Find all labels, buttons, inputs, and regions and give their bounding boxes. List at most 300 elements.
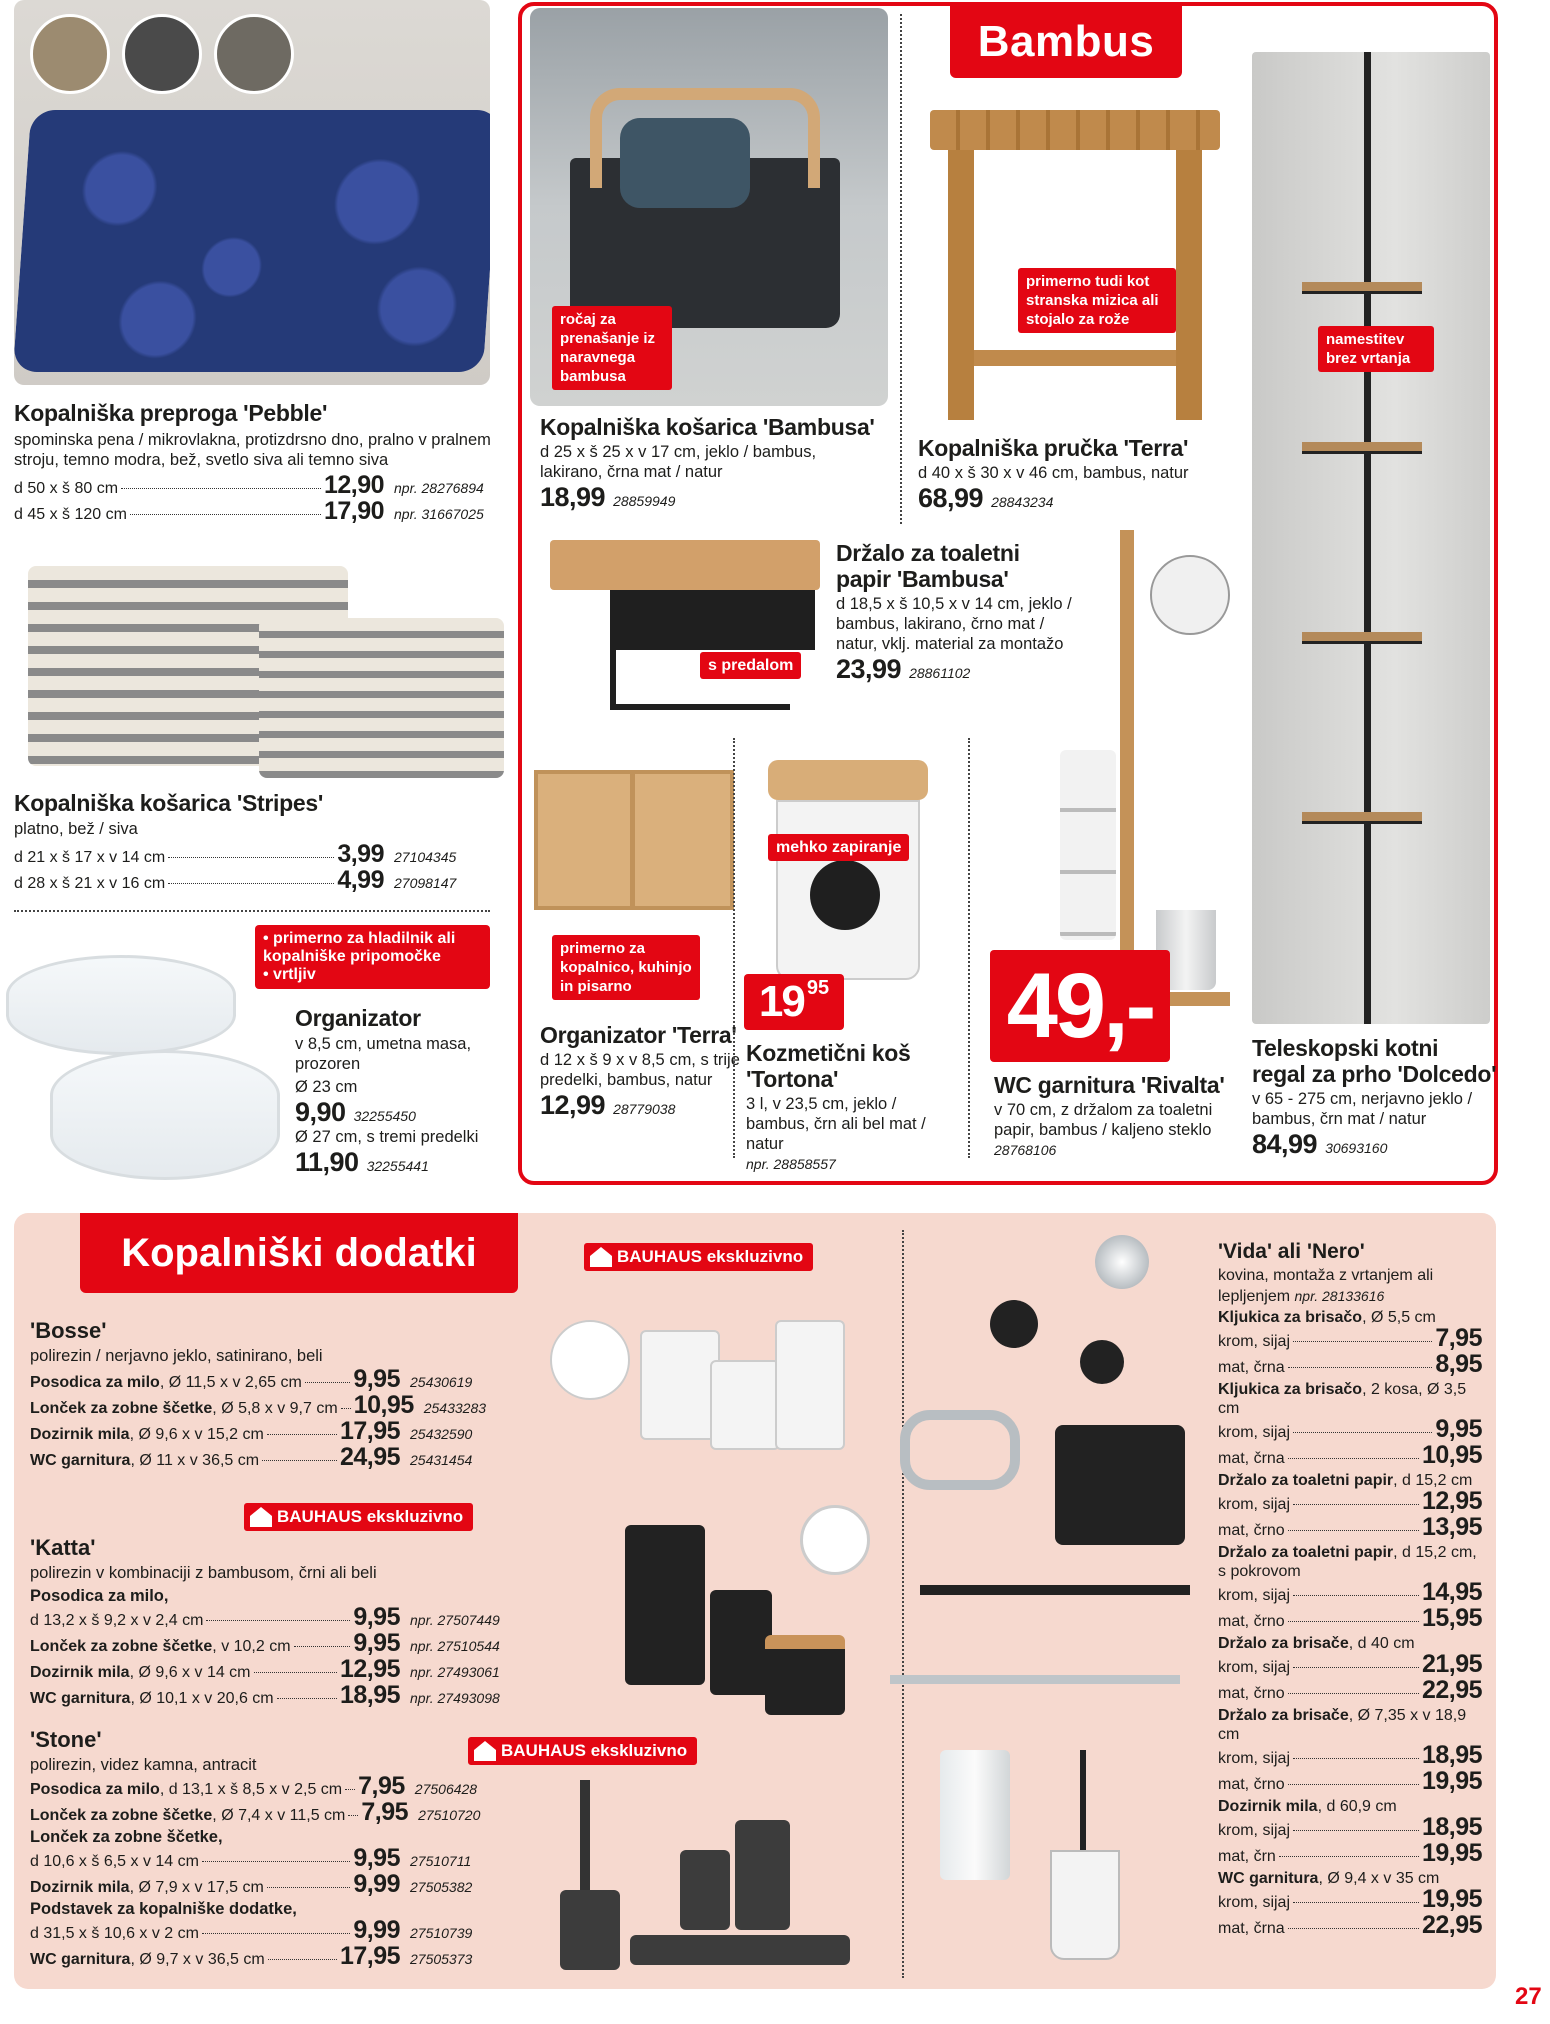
price-row	[30, 1916, 510, 1945]
vida-price-row	[1218, 1839, 1482, 1868]
organizator-size1: Ø 23 cm	[295, 1078, 358, 1096]
vida-group-head-rest: , Ø 5,5 cm	[1362, 1309, 1436, 1326]
bambusa-basket-title: Kopalniška košarica 'Bambusa'	[540, 414, 875, 440]
vida-price-row	[1218, 1604, 1482, 1633]
terra-stool-price: 68,99	[918, 483, 984, 513]
tortona-title: Kozmetični koš 'Tortona'	[746, 1040, 911, 1092]
dolcedo-block	[1252, 1035, 1497, 1159]
row-label-rest: , Ø 9,7 x v 36,5 cm	[130, 1951, 265, 1968]
bosse-cup-2	[710, 1360, 780, 1450]
row-code: npr. 28276894	[394, 480, 484, 496]
dot-leader	[1293, 1432, 1432, 1433]
dot-leader	[341, 1408, 351, 1409]
dot-leader	[268, 1959, 337, 1960]
bosse-block	[30, 1318, 510, 1472]
stripes-prices	[14, 840, 494, 895]
dot-leader	[1288, 1621, 1419, 1622]
organizator-code1: 32255450	[353, 1108, 416, 1124]
row-price: 9,99	[353, 1870, 400, 1898]
dolcedo-title: Teleskopski kotni regal za prho 'Dolcedo'	[1252, 1035, 1497, 1087]
terra-stool-code: 28843234	[991, 494, 1054, 510]
rivalta-pole	[1120, 530, 1134, 1000]
stone-desc: polirezin, videz kamna, antracit	[30, 1756, 257, 1774]
telescopic-pole	[1364, 52, 1371, 1024]
dot-leader	[267, 1887, 350, 1888]
dot-leader	[1288, 1928, 1419, 1929]
row-code: 27098147	[394, 875, 457, 891]
row-price: 13,95	[1421, 1513, 1482, 1541]
tortona-logo	[810, 860, 880, 930]
row-price: 9,99	[353, 1916, 400, 1944]
row-price: 12,95	[339, 1655, 400, 1683]
row-label: krom, sijaj	[1218, 1587, 1291, 1604]
row-price: 9,95	[353, 1629, 400, 1657]
towel-image	[620, 118, 750, 208]
katta-white-jar	[800, 1505, 870, 1575]
dot-leader	[1288, 1784, 1419, 1785]
swatch-beige[interactable]	[30, 14, 110, 94]
terra-stool-price-row	[918, 483, 1238, 513]
row-code: 25433283	[423, 1400, 487, 1416]
row-label: d 50 x š 80 cm	[14, 480, 119, 497]
dot-leader	[294, 1646, 351, 1647]
blue-mat-image	[14, 110, 490, 372]
bambusa-basket-code: 28859949	[613, 493, 676, 509]
price-row	[14, 471, 494, 500]
dot-leader	[1293, 1341, 1432, 1342]
vida-group-head	[1218, 1706, 1482, 1744]
row-price: 14,95	[1421, 1578, 1482, 1606]
row-label	[30, 1423, 264, 1446]
vida-group-head	[1218, 1380, 1482, 1418]
row-label-rest: , v 10,2 cm	[212, 1638, 291, 1655]
rivalta-desc	[994, 1100, 1234, 1160]
row-label: krom, sijaj	[1218, 1333, 1291, 1350]
dolcedo-code: 30693160	[1325, 1140, 1388, 1156]
tp-bambusa-block	[836, 540, 1076, 684]
tp-bambusa-price: 23,99	[836, 654, 902, 684]
exclusive-label: BAUHAUS ekskluzivno	[501, 1741, 688, 1760]
vida-price-row	[1218, 1911, 1482, 1940]
price-row	[14, 840, 494, 869]
price-row	[30, 1844, 510, 1873]
katta-cup	[625, 1525, 705, 1685]
stone-title: 'Stone'	[30, 1727, 102, 1752]
vida-code: npr. 28133616	[1294, 1288, 1385, 1304]
row-label-bold: WC garnitura	[30, 1452, 131, 1469]
row-price: 18,95	[339, 1681, 400, 1709]
divider	[733, 738, 735, 1158]
dot-leader	[267, 1434, 337, 1435]
row-label	[30, 1687, 274, 1710]
rivalta-title: WC garnitura 'Rivalta'	[994, 1072, 1225, 1098]
row-label: krom, sijaj	[1218, 1750, 1291, 1767]
tp-shelf	[550, 540, 820, 590]
vida-group-head-rest: , 2 kosa, Ø 3,5 cm	[1218, 1381, 1467, 1417]
divider	[900, 14, 902, 524]
stool-leg-left	[948, 150, 974, 420]
towel-ring-chrome	[900, 1410, 1020, 1490]
row-price: 22,95	[1421, 1911, 1482, 1939]
terra-stool-tag: primerno tudi kot stranska mizica ali stojalo za rože	[1018, 268, 1176, 333]
terra-stool-title: Kopalniška pručka 'Terra'	[918, 435, 1189, 461]
katta-dispenser	[710, 1590, 772, 1695]
row-label-rest: , Ø 9,6 x v 14 cm	[129, 1664, 251, 1681]
tp-bambusa-price-row	[836, 654, 1076, 684]
row-label	[30, 1948, 265, 1971]
price-row	[30, 1681, 510, 1710]
row-code: 27510711	[410, 1853, 472, 1869]
row-price: 19,95	[1421, 1885, 1482, 1913]
row-code: npr. 27493098	[410, 1690, 500, 1706]
vida-price-row	[1218, 1767, 1482, 1796]
katta-head: Posodica za milo,	[30, 1587, 169, 1605]
glass-organizer-image-2	[50, 1050, 280, 1180]
price-row	[30, 1798, 510, 1827]
vida-prices	[1218, 1308, 1482, 1940]
towel-hook-chrome	[1095, 1235, 1149, 1289]
organizator-code2: 32255441	[366, 1158, 429, 1174]
row-code: 25432590	[410, 1426, 473, 1442]
divider	[14, 910, 490, 912]
vida-group-head-bold: Dozirnik mila	[1218, 1798, 1318, 1815]
bambusa-basket-block	[540, 414, 880, 512]
row-label-bold: WC garnitura	[30, 1690, 131, 1707]
row-code: 27104345	[394, 849, 457, 865]
dolcedo-photo	[1252, 52, 1490, 1024]
bambusa-basket-price: 18,99	[540, 482, 606, 512]
row-label: krom, sijaj	[1218, 1659, 1291, 1676]
pebble-mat-photo	[14, 0, 490, 385]
row-code: 27506428	[414, 1781, 478, 1797]
tp-drawer	[610, 590, 815, 650]
row-price: 12,95	[1421, 1487, 1482, 1515]
row-label-rest: , d 13,1 x š 8,5 x v 2,5 cm	[159, 1781, 343, 1798]
tortona-lid	[768, 760, 928, 800]
tortona-price-int: 19	[758, 977, 804, 1026]
exclusive-badge	[584, 1243, 813, 1271]
row-label-rest: , Ø 5,8 x v 9,7 cm	[212, 1400, 338, 1417]
terra-org-tag: primerno za kopalnico, kuhinjo in pisarno	[552, 935, 700, 1000]
price-row	[30, 1942, 510, 1971]
organizator-title: Organizator	[295, 1005, 421, 1031]
row-label	[30, 1661, 251, 1684]
bambus-banner: Bambus	[950, 6, 1182, 78]
row-label	[30, 1449, 259, 1472]
row-label-bold: Posodica za milo	[30, 1374, 160, 1391]
row-label-rest: , Ø 7,9 x v 17,5 cm	[129, 1879, 264, 1896]
organizator-desc: v 8,5 cm, umetna masa, prozoren	[295, 1035, 472, 1073]
price-row	[30, 1365, 510, 1394]
dot-leader	[121, 488, 321, 489]
row-code: 27505382	[410, 1879, 473, 1895]
row-label: krom, sijaj	[1218, 1894, 1291, 1911]
tortona-desc: 3 l, v 23,5 cm, jeklo / bambus, črn ali bel mat / natur	[746, 1095, 926, 1153]
dot-leader	[1293, 1595, 1419, 1596]
row-price: 8,95	[1435, 1350, 1482, 1378]
price-row	[14, 497, 494, 526]
dot-leader	[1288, 1693, 1419, 1694]
terra-org-desc: d 12 x š 9 x v 8,5 cm, s trije predelki, bambus, natur	[540, 1051, 740, 1089]
bosse-cup-1	[640, 1330, 720, 1440]
row-label	[30, 1876, 264, 1899]
organizator-badge-line1: • primerno za hladilnik ali kopalniške pripomočke	[263, 930, 456, 965]
stone-head2: Lonček za zobne ščetke,	[30, 1828, 223, 1846]
row-label-rest: d 31,5 x š 10,6 x v 2 cm	[30, 1925, 199, 1942]
towel-hook-black	[990, 1300, 1038, 1348]
row-label: mat, črn	[1218, 1848, 1276, 1865]
vida-products-image	[880, 1230, 1210, 1975]
katta-jar	[765, 1635, 845, 1715]
katta-block	[30, 1535, 510, 1710]
vida-group-head	[1218, 1543, 1482, 1581]
row-label-bold: Dozirnik mila	[30, 1664, 130, 1681]
dolcedo-price: 84,99	[1252, 1129, 1318, 1159]
row-label: krom, sijaj	[1218, 1496, 1291, 1513]
dot-leader	[277, 1698, 337, 1699]
row-price: 15,95	[1421, 1604, 1482, 1632]
price-row	[30, 1772, 510, 1801]
stone-prices-2	[30, 1844, 510, 1899]
swatch-dark-grey[interactable]	[122, 14, 202, 94]
stone-holder	[560, 1890, 620, 1970]
row-label	[30, 1778, 342, 1801]
row-label	[30, 1922, 199, 1945]
tortona-tag: mehko zapiranje	[768, 834, 909, 861]
row-label	[30, 1609, 203, 1632]
stone-prices-3	[30, 1916, 510, 1971]
row-price: 7,95	[361, 1798, 409, 1826]
row-label: mat, črna	[1218, 1920, 1285, 1937]
stripes-title: Kopalniška košarica 'Stripes'	[14, 790, 324, 816]
pebble-prices	[14, 471, 494, 526]
rivalta-block	[994, 1072, 1234, 1160]
row-price: 3,99	[337, 840, 384, 868]
swatch-grey[interactable]	[214, 14, 294, 94]
row-price: 21,95	[1421, 1650, 1482, 1678]
row-code: 27510739	[410, 1925, 473, 1941]
price-row	[30, 1603, 510, 1632]
tortona-price-dec: 95	[806, 977, 830, 999]
row-label-rest: , Ø 11,5 x v 2,65 cm	[159, 1374, 302, 1391]
stone-tray	[630, 1935, 850, 1965]
dot-leader	[1293, 1758, 1419, 1759]
row-label: krom, sijaj	[1218, 1822, 1291, 1839]
divider	[968, 738, 970, 1158]
rivalta-spare-rolls	[1060, 750, 1116, 940]
glass-organizer-image	[6, 955, 236, 1055]
dot-leader	[305, 1382, 351, 1383]
stripes-basket-small	[259, 618, 504, 778]
dot-leader	[1288, 1458, 1419, 1459]
pebble-desc: spominska pena / mikrovlakna, protizdrsno dno, pralno v pralnem stroju, temno modra, bež, svetlo siva ali temno siva	[14, 431, 491, 469]
row-label-bold: Lonček za zobne ščetke	[30, 1807, 213, 1824]
row-label-bold: Dozirnik mila	[30, 1426, 130, 1443]
row-code: 25430619	[410, 1374, 473, 1390]
row-label: mat, črna	[1218, 1359, 1285, 1376]
stone-brush	[580, 1780, 590, 1900]
row-price: 17,90	[323, 497, 384, 525]
stone-head3: Podstavek za kopalniške dodatke,	[30, 1900, 297, 1918]
row-label	[30, 1397, 338, 1420]
bambusa-basket-tag: ročaj za prenašanje iz naravnega bambusa	[552, 306, 672, 390]
terra-org-block	[540, 1022, 740, 1120]
row-code: 25431454	[410, 1452, 473, 1468]
terra-stool-desc: d 40 x š 30 x v 46 cm, bambus, natur	[918, 464, 1189, 482]
towel-bar-chrome	[890, 1675, 1180, 1684]
row-price: 19,95	[1421, 1839, 1482, 1867]
dot-leader	[206, 1620, 350, 1621]
stool-rail	[974, 350, 1176, 366]
bosse-brush	[550, 1320, 630, 1400]
row-label: mat, črno	[1218, 1522, 1285, 1539]
row-label-bold: Dozirnik mila	[30, 1879, 130, 1896]
pebble-title: Kopalniška preproga 'Pebble'	[14, 400, 328, 426]
bosse-desc: polirezin / nerjavno jeklo, satinirano, beli	[30, 1347, 323, 1365]
page-number: 27	[1515, 1983, 1542, 2010]
row-label-bold: Lonček za zobne ščetke	[30, 1400, 213, 1417]
row-price: 17,95	[339, 1942, 400, 1970]
organizator-badge	[255, 925, 490, 989]
dolcedo-desc: v 65 - 275 cm, nerjavno jeklo / bambus, črn mat / natur	[1252, 1090, 1473, 1128]
row-price: 17,95	[339, 1417, 400, 1445]
row-label	[30, 1804, 345, 1827]
stripes-block	[14, 790, 494, 895]
row-price: 12,90	[323, 471, 384, 499]
dot-leader	[254, 1672, 337, 1673]
stone-cup	[680, 1850, 730, 1930]
vida-group-head-bold: Držalo za brisače	[1218, 1707, 1349, 1724]
towel-hook-black-2	[1080, 1340, 1124, 1384]
price-row	[30, 1417, 510, 1446]
dot-leader	[262, 1460, 337, 1461]
price-row	[30, 1870, 510, 1899]
row-label-rest: , Ø 7,4 x v 11,5 cm	[212, 1807, 346, 1824]
tp-bambusa-code: 28861102	[909, 665, 971, 681]
stool-top	[930, 110, 1220, 150]
organizator-price1-row	[295, 1097, 495, 1127]
row-price: 4,99	[337, 866, 384, 894]
dot-leader	[130, 514, 321, 515]
tp-bambusa-image	[550, 540, 820, 720]
vida-group-head-bold: Kljukica za brisačo	[1218, 1309, 1363, 1326]
row-label: d 45 x š 120 cm	[14, 506, 127, 523]
soap-dispenser-chrome	[940, 1750, 1010, 1880]
vida-block	[1218, 1240, 1482, 1940]
bosse-title: 'Bosse'	[30, 1318, 107, 1343]
price-row	[14, 866, 494, 895]
tortona-block	[746, 1040, 961, 1174]
vida-group-head-rest: , d 60,9 cm	[1317, 1798, 1397, 1815]
organizator-badge-line2: • vrtljiv	[263, 966, 316, 983]
rivalta-image	[1060, 530, 1240, 1010]
dolcedo-tag: namestitev brez vrtanja	[1318, 326, 1434, 372]
dot-leader	[202, 1933, 350, 1934]
dot-leader	[348, 1815, 358, 1816]
stone-products-image	[560, 1770, 860, 1980]
katta-products-image	[520, 1495, 860, 1725]
row-price: 19,95	[1421, 1767, 1482, 1795]
dot-leader	[1288, 1367, 1433, 1368]
tp-bambusa-desc: d 18,5 x š 10,5 x v 14 cm, jeklo / bambus, lakirano, črno mat / natur, vklj. material za montažo	[836, 595, 1072, 653]
row-label: mat, črno	[1218, 1685, 1285, 1702]
stone-prices	[30, 1772, 510, 1827]
row-label: mat, črno	[1218, 1776, 1285, 1793]
stripes-desc: platno, bež / siva	[14, 820, 138, 838]
tortona-image	[768, 760, 928, 990]
row-label-bold: WC garnitura	[30, 1951, 131, 1968]
price-row	[30, 1629, 510, 1658]
terra-org-title: Organizator 'Terra'	[540, 1022, 737, 1048]
row-price: 9,95	[1435, 1415, 1482, 1443]
tortona-code: npr. 28858557	[746, 1156, 836, 1172]
exclusive-label: BAUHAUS ekskluzivno	[617, 1247, 804, 1266]
row-label: mat, črna	[1218, 1450, 1285, 1467]
vida-group-head-bold: Držalo za brisače	[1218, 1635, 1349, 1652]
row-price: 9,95	[353, 1844, 400, 1872]
dot-leader	[1293, 1902, 1419, 1903]
dot-leader	[1293, 1830, 1419, 1831]
row-label: mat, črno	[1218, 1613, 1285, 1630]
katta-prices	[30, 1603, 510, 1710]
row-price: 24,95	[339, 1443, 400, 1471]
bambusa-basket-desc: d 25 x š 25 x v 17 cm, jeklo / bambus, lakirano, črna mat / natur	[540, 443, 817, 481]
shelf-4	[1302, 812, 1422, 824]
row-price: 10,95	[353, 1391, 414, 1419]
row-label: d 21 x š 17 x v 14 cm	[14, 849, 166, 866]
organizator-block	[295, 1005, 495, 1177]
row-code: 27510720	[418, 1807, 481, 1823]
row-label-rest: , Ø 11 x v 36,5 cm	[130, 1452, 260, 1469]
row-code: npr. 27507449	[410, 1612, 500, 1628]
stone-block	[30, 1727, 510, 1971]
terra-organizer-image	[534, 760, 734, 910]
dot-leader	[345, 1789, 355, 1790]
vida-group-head-rest: , Ø 9,4 x v 35 cm	[1318, 1870, 1440, 1887]
row-label: d 28 x š 21 x v 16 cm	[14, 875, 166, 892]
vida-desc	[1218, 1266, 1482, 1307]
organizator-price2-row	[295, 1147, 495, 1177]
row-label	[30, 1850, 199, 1873]
vida-price-row	[1218, 1676, 1482, 1705]
vida-price-row	[1218, 1350, 1482, 1379]
row-price: 7,95	[1435, 1324, 1482, 1352]
vida-group-head-rest: , d 40 cm	[1348, 1635, 1415, 1652]
price-row	[30, 1655, 510, 1684]
row-price: 10,95	[1421, 1441, 1482, 1469]
row-price: 18,95	[1421, 1741, 1482, 1769]
stone-dispenser	[735, 1820, 790, 1930]
row-label	[30, 1635, 291, 1658]
vida-title: 'Vida' ali 'Nero'	[1218, 1240, 1365, 1263]
wc-brush-holder	[1050, 1850, 1120, 1960]
vida-group-head-bold: WC garnitura	[1218, 1870, 1319, 1887]
bosse-dispenser	[775, 1320, 845, 1450]
row-label: krom, sijaj	[1218, 1424, 1291, 1441]
vida-group-head-bold: Kljukica za brisačo	[1218, 1381, 1363, 1398]
tp-holder-black	[1055, 1425, 1185, 1545]
vida-desc-text: kovina, montaža z vrtanjem ali lepljenjem	[1218, 1267, 1434, 1305]
row-code: npr. 31667025	[394, 506, 484, 522]
organizator-price2: 11,90	[295, 1147, 359, 1177]
tp-bambusa-tag: s predalom	[700, 652, 801, 679]
price-row	[30, 1391, 510, 1420]
tp-bambusa-title: Držalo za toaletni papir 'Bambusa'	[836, 540, 1020, 592]
vida-price-row	[1218, 1513, 1482, 1542]
row-label-bold: Lonček za zobne ščetke	[30, 1638, 213, 1655]
row-price: 7,95	[358, 1772, 405, 1800]
katta-title: 'Katta'	[30, 1535, 96, 1560]
